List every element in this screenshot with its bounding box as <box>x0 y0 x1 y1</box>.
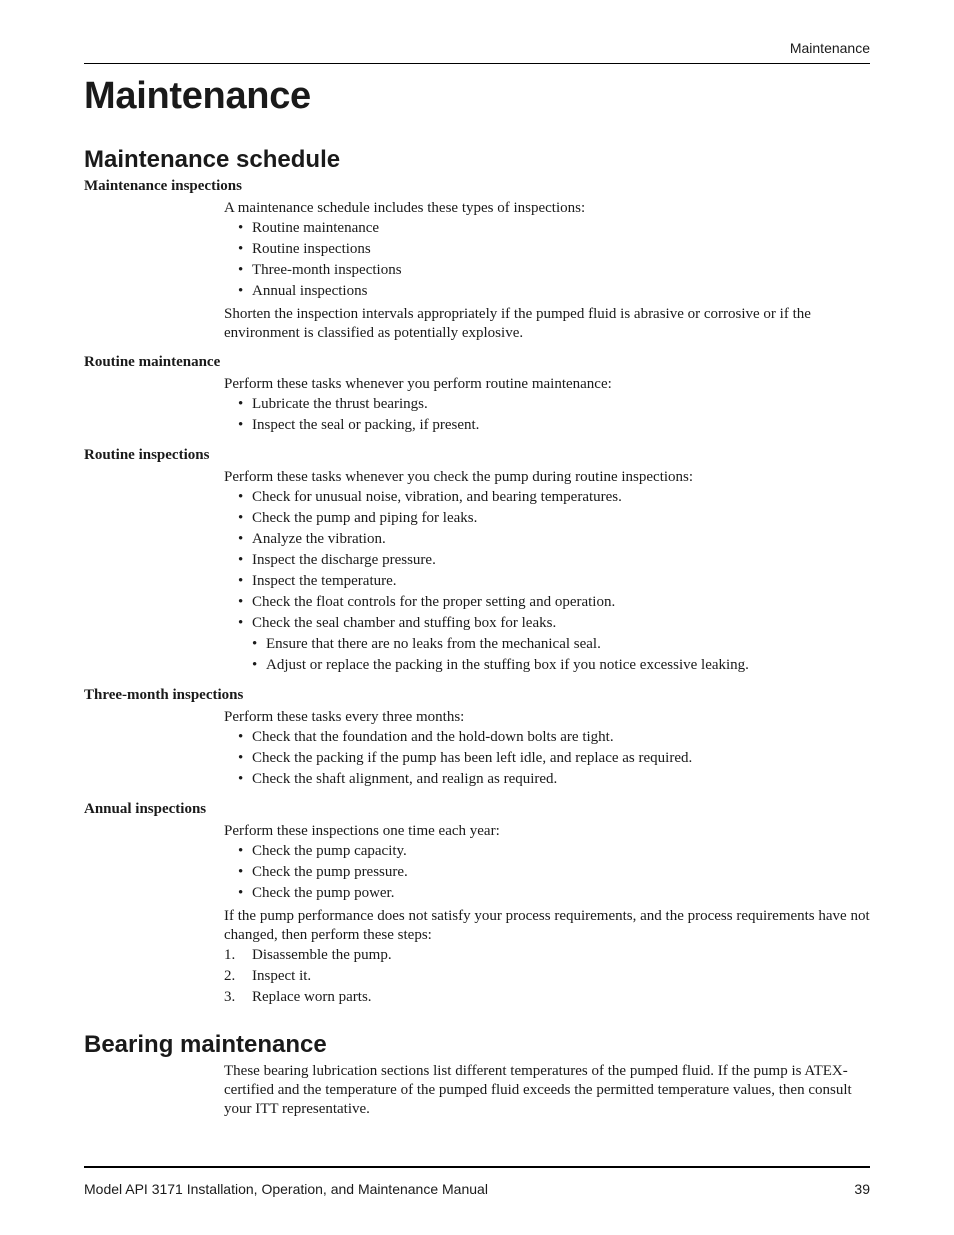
page-number: 39 <box>854 1181 870 1197</box>
list-item <box>224 966 870 987</box>
list-item: • Inspect the temperature. <box>224 571 870 592</box>
list-item: • Three-month inspections <box>224 260 870 281</box>
routine-maintenance-section <box>84 353 870 436</box>
step-number: 1. <box>224 947 236 963</box>
bearing-maintenance-body <box>224 1062 870 1119</box>
list-item: • Check the pump pressure. <box>224 862 870 883</box>
step-text: Disassemble the pump. <box>252 947 392 963</box>
seal-chamber-sublist <box>224 634 870 676</box>
list-item: • Ensure that there are no leaks from the mechanical seal. <box>224 634 870 655</box>
list-item: • Check the seal chamber and stuffing box for leaks. <box>224 613 870 634</box>
footer-rule <box>84 1166 870 1168</box>
list-item: • Analyze the vibration. <box>224 529 870 550</box>
bearing-maintenance-heading: Bearing maintenance <box>84 1031 327 1058</box>
list-item: • Check the pump power. <box>224 883 870 904</box>
maintenance-inspections-body <box>224 199 870 343</box>
header-rule <box>84 63 870 64</box>
routine-inspections-section <box>84 446 870 676</box>
routine-inspections-list <box>224 487 870 634</box>
maintenance-inspections-intro: A maintenance schedule includes these types of inspections: <box>224 200 586 216</box>
page-content <box>84 72 870 1119</box>
annual-steps-list <box>224 945 870 1008</box>
step-text: Inspect it. <box>252 968 312 984</box>
page-title: Maintenance <box>84 75 311 117</box>
list-item <box>224 945 870 966</box>
list-item: • Adjust or replace the packing in the stuffing box if you notice excessive leaking. <box>224 655 870 676</box>
routine-inspections-intro: Perform these tasks whenever you check the pump during routine inspections: <box>224 469 694 485</box>
inspection-types-list <box>224 218 870 302</box>
running-header: Maintenance <box>789 40 870 56</box>
list-item: • Inspect the discharge pressure. <box>224 550 870 571</box>
list-item: • Routine maintenance <box>224 218 870 239</box>
three-month-inspections-heading: Three-month inspections <box>84 687 244 703</box>
annual-inspections-section <box>84 800 870 1008</box>
list-item: • Check the shaft alignment, and realign as required. <box>224 769 870 790</box>
list-item: • Inspect the seal or packing, if present. <box>224 415 870 436</box>
list-item <box>224 987 870 1008</box>
step-text: Replace worn parts. <box>252 989 372 1005</box>
maintenance-inspections-section <box>84 177 870 343</box>
list-item: • Check for unusual noise, vibration, and bearing temperatures. <box>224 487 870 508</box>
list-item: • Check the float controls for the proper setting and operation. <box>224 592 870 613</box>
list-item: • Routine inspections <box>224 239 870 260</box>
maintenance-inspections-heading: Maintenance inspections <box>84 178 242 194</box>
three-month-list <box>224 727 870 790</box>
annual-list <box>224 841 870 904</box>
list-item: • Lubricate the thrust bearings. <box>224 394 870 415</box>
three-month-intro: Perform these tasks every three months: <box>224 709 465 725</box>
routine-inspections-heading: Routine inspections <box>84 447 210 463</box>
annual-performance-note: If the pump performance does not satisfy your process requirements, and the process requirements have not changed, then perform these steps: <box>224 908 870 943</box>
routine-maintenance-list <box>224 394 870 436</box>
list-item: • Check the pump capacity. <box>224 841 870 862</box>
routine-maintenance-heading: Routine maintenance <box>84 354 221 370</box>
bearing-maintenance-text: These bearing lubrication sections list different temperatures of the pumped fluid. If the pump is ATEX-certified and the temperature of the pumped fluid exceeds the permitted temperature values, then consult your ITT representative. <box>224 1063 852 1117</box>
annual-inspections-heading: Annual inspections <box>84 801 207 817</box>
inspection-interval-note: Shorten the inspection intervals appropriately if the pumped fluid is abrasive or corrosive or if the environment is classified as potentially explosive. <box>224 306 811 341</box>
list-item: • Check the pump and piping for leaks. <box>224 508 870 529</box>
list-item: • Annual inspections <box>224 281 870 302</box>
list-item: • Check that the foundation and the hold-down bolts are tight. <box>224 727 870 748</box>
list-item: • Check the packing if the pump has been left idle, and replace as required. <box>224 748 870 769</box>
annual-intro: Perform these inspections one time each year: <box>224 823 500 839</box>
step-number: 2. <box>224 968 236 984</box>
step-number: 3. <box>224 989 236 1005</box>
footer-manual-title: Model API 3171 Installation, Operation, and Maintenance Manual <box>84 1181 488 1197</box>
routine-maintenance-intro: Perform these tasks whenever you perform routine maintenance: <box>224 376 612 392</box>
three-month-inspections-section <box>84 686 870 790</box>
maintenance-schedule-heading: Maintenance schedule <box>84 146 341 173</box>
